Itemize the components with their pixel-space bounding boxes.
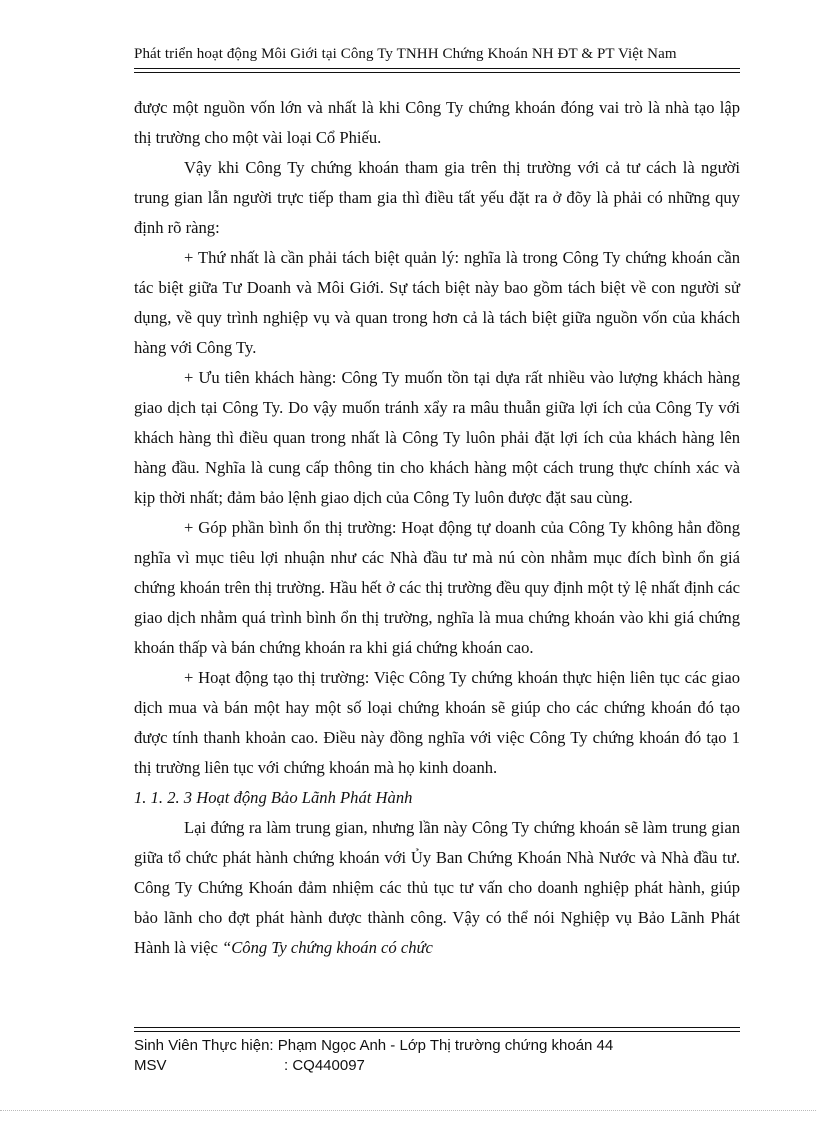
page-footer (134, 1036, 740, 1076)
footer-msv-label: MSV (134, 1057, 167, 1074)
footer-msv-line (134, 1056, 740, 1076)
page-edge-divider (0, 1110, 816, 1111)
paragraph-1: được một nguồn vốn lớn và nhất là khi Công Ty chứng khoán đóng vai trò là nhà tạo lập thị trường cho một vài loại Cổ Phiếu. (134, 98, 740, 147)
header-rule-top (134, 68, 740, 69)
paragraph-6: + Hoạt động tạo thị trường: Việc Công Ty chứng khoán thực hiện liên tục các giao dịch mua và bán một hay một số loại chứng khoán sẽ giúp cho các chứng khoán đó tạo được tính thanh khoản cao. Điều này đồng nghĩa với việc Công Ty chứng khoán đó tạo 1 thị trường liên tục với chứng khoán mà họ kinh doanh. (134, 668, 740, 777)
paragraph-3: + Thứ nhất là cần phải tách biệt quản lý: nghĩa là trong Công Ty chứng khoán cần tác biệt giữa Tư Doanh và Môi Giới. Sự tách biệt này bao gồm tách biệt về con người sử dụng, về quy trình nghiệp vụ và quan trong hơn cả là tách biệt giữa nguồn vốn của khách hàng với Công Ty. (134, 248, 740, 357)
paragraph-2: Vậy khi Công Ty chứng khoán tham gia trên thị trường với cả tư cách là người trung gian lẫn người trực tiếp tham gia thì điều tất yếu đặt ra ở đõy là phải có những quy định rõ ràng: (134, 158, 740, 237)
paragraph-4: + Ưu tiên khách hàng: Công Ty muốn tồn tại dựa rất nhiều vào lượng khách hàng giao dịch tại Công Ty. Do vậy muốn tránh xẩy ra mâu thuẫn giữa lợi ích của Công Ty với khách hàng thì điều quan trong nhất là Công Ty luôn phải đặt lợi ích của khách hàng lên hàng đầu. Nghĩa là cung cấp thông tin cho khách hàng một cách trung thực chính xác và kịp thời nhất; đảm bảo lệnh giao dịch của Công Ty luôn được đặt sau cùng. (134, 368, 740, 507)
footer-student-line: Sinh Viên Thực hiện: Phạm Ngọc Anh - Lớp Thị trường chứng khoán 44 (134, 1037, 614, 1054)
paragraph-7-text: Lại đứng ra làm trung gian, nhưng lần này Công Ty chứng khoán sẽ làm trung gian giữa tổ chức phát hành chứng khoán với Ủy Ban Chứng Khoán Nhà Nước và Nhà đầu tư. Công Ty Chứng Khoán đảm nhiệm các thủ tục tư vấn cho doanh nghiệp phát hành, giúp bảo lãnh cho đợt phát hành được thành công. Vậy có thể nói Nghiệp vụ Bảo Lãnh Phát Hành là việc (134, 818, 740, 957)
paragraph-7-italic: “Công Ty chứng khoán có chức (222, 938, 433, 957)
section-heading: 1. 1. 2. 3 Hoạt động Bảo Lãnh Phát Hành (134, 788, 413, 807)
paragraph-7 (134, 813, 740, 963)
footer-rule-top (134, 1027, 740, 1028)
header-rule-bottom (134, 72, 740, 73)
running-header: Phát triển hoạt động Môi Giới tại Công Ty TNHH Chứng Khoán NH ĐT & PT Việt Nam (134, 46, 677, 62)
paragraph-5: + Góp phần bình ổn thị trường: Hoạt động tự doanh của Công Ty không hẳn đồng nghĩa vì mục tiêu lợi nhuận như các Nhà đầu tư mà nú còn nhằm mục đích bình ổn giá chứng khoán trên thị trường. Hầu hết ở các thị trường đều quy định một tỷ lệ nhất định các giao dịch nhằm quá trình bình ổn thị trường, nghĩa là mua chứng khoán vào khi giá chứng khoán thấp và bán chứng khoán ra khi giá chứng khoán cao. (134, 518, 740, 657)
document-body (134, 93, 740, 963)
footer-rule-bottom (134, 1031, 740, 1032)
footer-msv-value: : CQ440097 (284, 1057, 365, 1074)
